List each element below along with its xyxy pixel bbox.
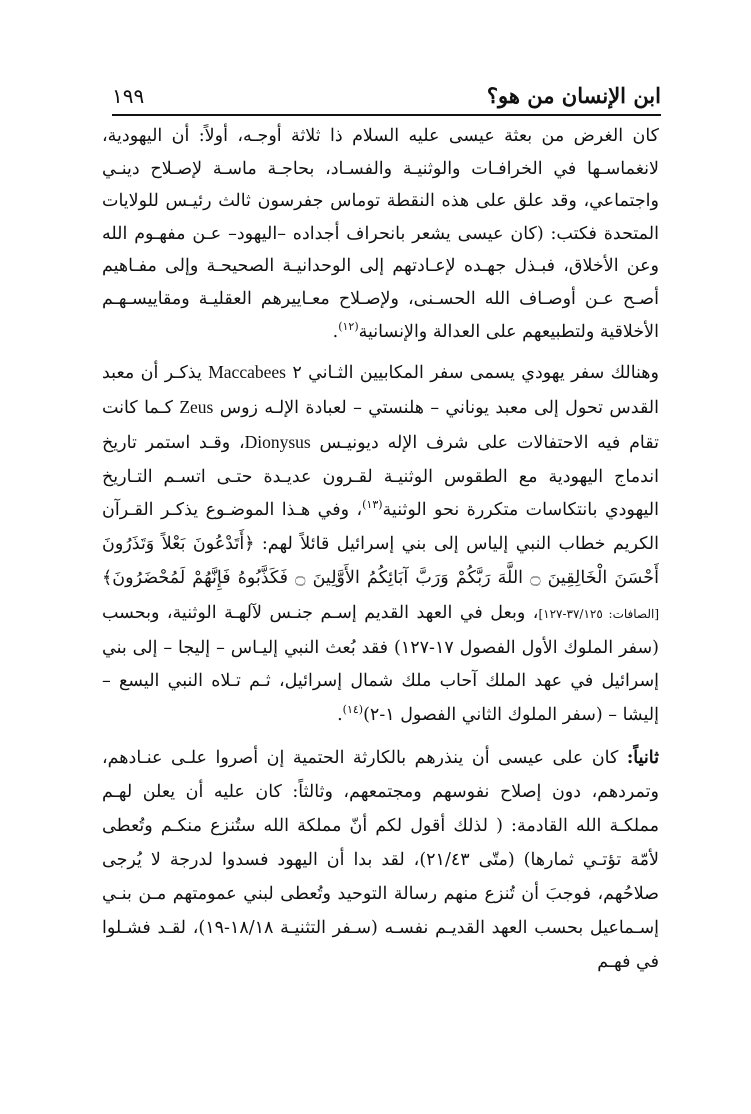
paragraph-3 (102, 741, 659, 979)
book-title: ابن الإنسان من هو؟ (486, 83, 661, 108)
paragraph-2-part-4: ، وقـد استمر تاريخ اندماج اليهودية مع الطقوس الوثنيـة لقـرون عديـدة حتـى اتسـم التـاريخ اليهودي بانتكاسات متكررة نحو الوثنية (102, 432, 659, 521)
footnote-ref-14: (١٤) (342, 703, 364, 717)
running-header (112, 78, 661, 110)
footnote-ref-12: (١٢) (338, 319, 359, 333)
quran-verse: أَتَدْعُونَ بَعْلاً وَتَذَرُونَ أَحْسَنَ الْخَالِقِينَ ۝ اللَّهَ رَبَّكُمْ وَرَبَّ آبَائِكُمُ الأَوَّلِينَ ۝ فَكَذَّبُوهُ فَإِنَّهُمْ لَمُحْضَرُونَ (102, 534, 659, 588)
paragraph-2 (102, 356, 659, 733)
term-zeus: Zeus (179, 396, 214, 417)
term-dionysus: Dionysus (244, 431, 311, 452)
paragraph-3-lead: ثانياً: (626, 747, 659, 768)
paragraph-2-part-6: ، وبعل في العهد القديم إسـم جنـس لآلهـة الوثنية، وبحسب (سفر الملوك الأول الفصول ١٧-١٢٧) فقد بُعث النبي إليـاس – إليجا – إلى بني إسرائيل في عهد الملك آحاب ملك شمال إسرائيل، ثـم تـلاه النبي اليسع – إليشا – (سفر الملوك الثاني الفصول ١-٢) (102, 602, 659, 726)
paragraph-2-part-3: كـما كانت تقام فيه الاحتفالات على شرف الإله ديونيـس (102, 397, 659, 453)
paragraph-3-text: كان على عيسى أن ينذرهم بالكارثة الحتمية إن أصروا علـى عنـادهم، وتمردهم، دون إصلاح نفوسهم ومجتمعهم، وثالثاً: كان عليه أن يعلن لهـم مملكـة الله القادمة: ( لذلك أقول لكم أنّ مملكة الله ستُنزع منكـم وتُعطى لأمّة تؤتـي ثمارها) (متّى ٢١/٤٣)، لقد بدا أن اليهود فسدوا لدرجة لا يُرجى صلاحُهم، فوجبَ أن تُنزع منهم رسالة التوحيد وتُعطى لبني عمومتهم مـن بنـي إسـماعيل بحسب العهد القديـم نفسـه (سـفر التثنيـة ١٨/١٨-١٩)، لقـد فشـلوا في فهـم (102, 747, 659, 972)
header-rule (112, 114, 661, 116)
paragraph-2-part-2: يذكـر أن معبد القدس تحول إلى معبد يوناني – هلنستي – لعبادة الإلـه زوس (102, 363, 659, 418)
footnote-ref-13: (١٣) (362, 498, 383, 512)
quran-close-bracket: ﴾ (102, 567, 113, 588)
quran-open-bracket: ﴿ (244, 534, 255, 555)
paragraph-1-end: . (332, 321, 339, 342)
page-number: ١٩٩ (112, 84, 145, 108)
paragraph-2-end: . (337, 705, 343, 726)
paragraph-2-part-1: وهنالك سفر يهودي يسمى سفر المكابيين الثـاني ٢ (285, 363, 659, 384)
paragraph-1 (102, 120, 659, 348)
paragraph-2-part-5: ، وفي هـذا الموضـوع يذكـر القـرآن الكريم خطاب النبي إلياس إلى بني إسرائيل قائلاً لهم: (102, 500, 659, 555)
paragraph-1-text: كان الغرض من بعثة عيسى عليه السلام ذا ثلاثة أوجـه، أولاً: أن اليهودية، لانغماسـها في الخرافـات والوثنيـة والفسـاد، بحاجـة ماسـة لإصـلاح دينـي واجتماعي، وقد علق على هذه النقطة توماس جفرسون ثالث رئيـس للولايات المتحدة فكتب: (كان عيسى يشعر بانحراف أجداده –اليهود– عـن مفهـوم الله وعن الأخلاق، فبـذل جهـده لإعـادتهم إلى الوحدانيـة الصحيحـة وإلى مفـاهيم أصـح عـن أوصـاف الله الحسـنى، ولإصـلاح معـاييرهم العقليـة ومقاييسـهـم الأخلاقية ولتطبيعهم على العدالة والإنسانية (102, 126, 659, 342)
term-maccabees: Maccabees (208, 362, 286, 383)
quran-citation: [الصافات: ٣٧/١٢٥-١٢٧] (538, 606, 660, 621)
page-body (102, 120, 659, 979)
